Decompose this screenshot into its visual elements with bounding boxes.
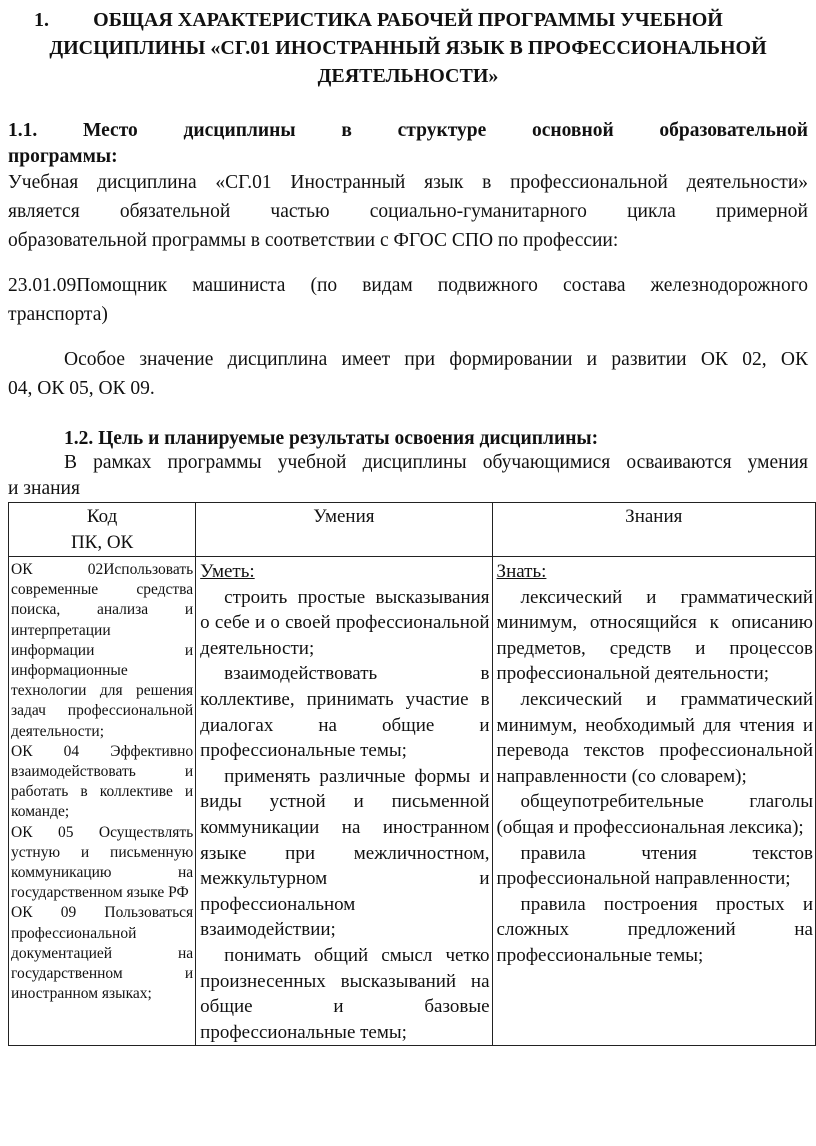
competency-ok-02: ОК 02Использовать современные средства поиска, анализа и интерпретации информации и информационные технологии для решения задач профессиональной деятельности; bbox=[11, 561, 194, 740]
section-1-1-title bbox=[8, 118, 808, 144]
section-1-1-paragraph-3 bbox=[8, 345, 808, 403]
header-code bbox=[9, 503, 196, 557]
competency-ok-09: ОК 09 Пользоваться профессиональной документацией на государственном и иностранном языках; bbox=[11, 904, 194, 1003]
heading-number: 1. bbox=[34, 9, 49, 31]
heading-line-3: ДЕЯТЕЛЬНОСТИ» bbox=[317, 65, 499, 87]
p1-line-1: Учебная дисциплина «СГ.01 Иностранный язык в профессиональной деятельности» bbox=[8, 172, 808, 193]
competency-ok-04: ОК 04 Эффективно взаимодействовать и работать в коллективе и команде; bbox=[11, 742, 194, 821]
p1-line-2: является обязательной частью социально-гуманитарного цикла примерной bbox=[8, 201, 808, 222]
p2-line-1: 23.01.09Помощник машиниста (по видам подвижного состава железнодорожного bbox=[8, 275, 808, 296]
heading-line-2: ДИСЦИПЛИНЫ «СГ.01 ИНОСТРАННЫЙ ЯЗЫК В ПРОФЕССИОНАЛЬНОЙ bbox=[49, 37, 767, 59]
skill-item: взаимодействовать в коллективе, принимать участие в диалогах на общие и профессиональные темы; bbox=[200, 663, 490, 762]
skills-title: Уметь: bbox=[200, 561, 255, 582]
header-knowledge: Знания bbox=[492, 503, 815, 557]
competency-ok-05: ОК 05 Осуществлять устную и письменную коммуникацию на государственном языке РФ bbox=[11, 823, 194, 902]
section-1-1-paragraph-1 bbox=[8, 168, 808, 255]
section-1-2-title: 1.2. Цель и планируемые результаты освоения дисциплины: bbox=[64, 428, 599, 449]
skills-cell bbox=[196, 557, 492, 1046]
knowledge-item: лексический и грамматический минимум, относящийся к описанию предметов, средств и процессов профессиональной деятельности; bbox=[496, 586, 813, 685]
header-code-line2: ПК, ОК bbox=[70, 532, 134, 553]
intro-line-2: и знания bbox=[8, 478, 80, 499]
knowledge-cell bbox=[492, 557, 815, 1046]
skill-item: строить простые высказывания о себе и о своей профессиональной деятельности; bbox=[200, 586, 490, 659]
header-code-line1: Код bbox=[86, 506, 118, 527]
skill-item: применять различные формы и виды устной и письменной коммуникации на иностранном языке при межличностном, межкультурном и профессиональном взаимодействии; bbox=[200, 765, 490, 941]
knowledge-item: лексический и грамматический минимум, необходимый для чтения и перевода текстов профессиональной направленности (со словарем); bbox=[496, 688, 813, 787]
heading-line-1: ОБЩАЯ ХАРАКТЕРИСТИКА РАБОЧЕЙ ПРОГРАММЫ УЧЕБНОЙ bbox=[93, 9, 723, 31]
knowledge-item: общеупотребительные глаголы (общая и профессиональная лексика); bbox=[496, 791, 813, 838]
section-1-1-title-line1: 1.1. Место дисциплины в структуре основной образовательной bbox=[8, 120, 808, 141]
knowledge-item: правила чтения текстов профессиональной направленности; bbox=[496, 842, 813, 890]
knowledge-item: правила построения простых и сложных предложений на профессиональные темы; bbox=[496, 893, 813, 966]
p3-line-2: 04, ОК 05, ОК 09. bbox=[8, 378, 155, 399]
header-skills: Умения bbox=[196, 503, 492, 557]
knowledge-title: Знать: bbox=[496, 561, 547, 582]
p1-line-3: образовательной программы в соответствии с ФГОС СПО по профессии: bbox=[8, 230, 619, 251]
skill-item: понимать общий смысл четко произнесенных высказываний на общие и базовые профессиональные темы; bbox=[200, 944, 490, 1043]
results-table bbox=[8, 502, 816, 1046]
section-1-1-title-line2: программы: bbox=[8, 146, 118, 167]
main-heading bbox=[8, 6, 808, 90]
p2-line-2: транспорта) bbox=[8, 304, 108, 325]
intro-line-1: В рамках программы учебной дисциплины обучающимися осваиваются умения bbox=[64, 452, 808, 473]
table-header-row bbox=[9, 503, 816, 557]
section-1-1-paragraph-2 bbox=[8, 271, 808, 329]
competencies-cell bbox=[9, 557, 196, 1046]
table-row bbox=[9, 557, 816, 1046]
section-1-1-title-cont bbox=[8, 144, 808, 170]
p3-line-1: Особое значение дисциплина имеет при формировании и развитии ОК 02, ОК bbox=[64, 349, 808, 370]
section-1-2-intro bbox=[8, 450, 808, 502]
